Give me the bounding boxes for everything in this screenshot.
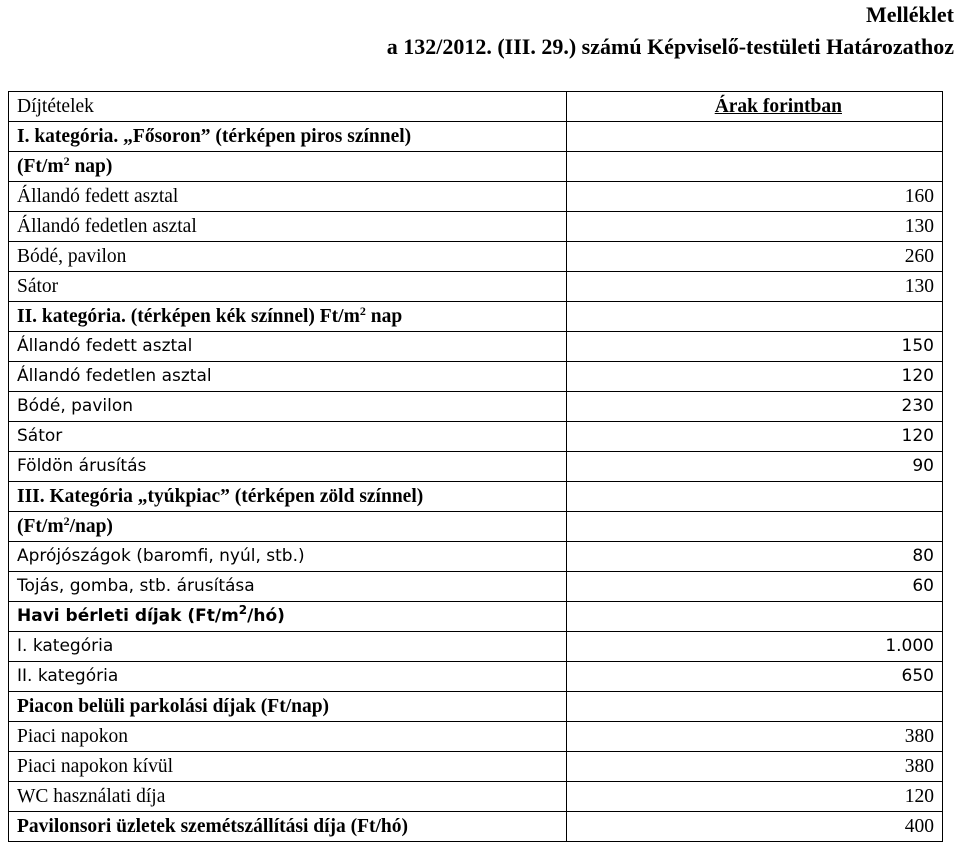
table-row: [9, 782, 943, 812]
row-label: Bódé, pavilon: [9, 392, 567, 422]
row-value: 60: [567, 572, 943, 602]
table-row: [9, 422, 943, 452]
section-heading-row: [9, 152, 943, 182]
section-heading-row: [9, 692, 943, 722]
row-value: 260: [567, 242, 943, 272]
table-row: [9, 632, 943, 662]
row-value: 120: [567, 782, 943, 812]
row-label: Piaci napokon: [9, 722, 567, 752]
fees-column-header: Díjtételek: [9, 92, 567, 122]
row-value: 120: [567, 422, 943, 452]
table-header-row: [9, 92, 943, 122]
table-row: [9, 662, 943, 692]
row-value: 380: [567, 752, 943, 782]
table-row: [9, 362, 943, 392]
waste-value: 400: [567, 812, 943, 842]
row-value: 1.000: [567, 632, 943, 662]
row-value: 80: [567, 542, 943, 572]
row-label: II. kategória: [9, 662, 567, 692]
table-row: [9, 212, 943, 242]
table-row: [9, 812, 943, 842]
row-label: Sátor: [9, 422, 567, 452]
parking-title: Piacon belüli parkolási díjak (Ft/nap): [9, 692, 567, 722]
section-heading-row: [9, 302, 943, 332]
table-row: [9, 752, 943, 782]
row-label: Állandó fedetlen asztal: [9, 362, 567, 392]
row-label: WC használati díja: [9, 782, 567, 812]
table-row: [9, 572, 943, 602]
row-label: Bódé, pavilon: [9, 242, 567, 272]
row-label: Sátor: [9, 272, 567, 302]
row-label: Piaci napokon kívül: [9, 752, 567, 782]
monthly-title: Havi bérleti díjak $(Ft/m^2/hó)$: [9, 602, 567, 632]
table-row: [9, 272, 943, 302]
table-row: [9, 332, 943, 362]
fee-table: [8, 91, 943, 842]
row-label: Tojás, gomba, stb. árusítása: [9, 572, 567, 602]
cat1-unit: ($Ft/m^2$ nap): [9, 152, 567, 182]
row-value: 380: [567, 722, 943, 752]
resolution-reference: a 132/2012. (III. 29.) számú Képviselő-testületi Határozathoz: [386, 34, 954, 59]
section-heading-row: [9, 602, 943, 632]
row-label: I. kategória: [9, 632, 567, 662]
row-value: 130: [567, 272, 943, 302]
row-value: 230: [567, 392, 943, 422]
section-heading-row: [9, 482, 943, 512]
annex-label: Melléklet: [866, 2, 954, 27]
table-row: [9, 392, 943, 422]
prices-column-header: Árak forintban: [714, 96, 842, 117]
row-value: 120: [567, 362, 943, 392]
row-label: Állandó fedett asztal: [9, 182, 567, 212]
row-label: Állandó fedetlen asztal: [9, 212, 567, 242]
row-label: Állandó fedett asztal: [9, 332, 567, 362]
cat3-title: III. Kategória „tyúkpiac” (térképen zöld színnel): [9, 482, 567, 512]
cat1-title: I. kategória. „Fősoron” (térképen piros színnel): [9, 122, 567, 152]
cat2-title: II. kategória. (térképen kék színnel) $Ft/m^2$ nap: [9, 302, 567, 332]
table-row: [9, 542, 943, 572]
row-value: 650: [567, 662, 943, 692]
table-row: [9, 182, 943, 212]
row-value: 90: [567, 452, 943, 482]
table-row: [9, 452, 943, 482]
waste-label: Pavilonsori üzletek szemétszállítási díja (Ft/hó): [9, 812, 567, 842]
row-label: Földön árusítás: [9, 452, 567, 482]
row-value: 150: [567, 332, 943, 362]
row-value: 130: [567, 212, 943, 242]
table-row: [9, 722, 943, 752]
section-heading-row: [9, 512, 943, 542]
cat3-unit: $(Ft/m^2/nap)$: [9, 512, 567, 542]
section-heading-row: [9, 122, 943, 152]
table-row: [9, 242, 943, 272]
row-value: 160: [567, 182, 943, 212]
row-label: Aprójószágok (baromfi, nyúl, stb.): [9, 542, 567, 572]
